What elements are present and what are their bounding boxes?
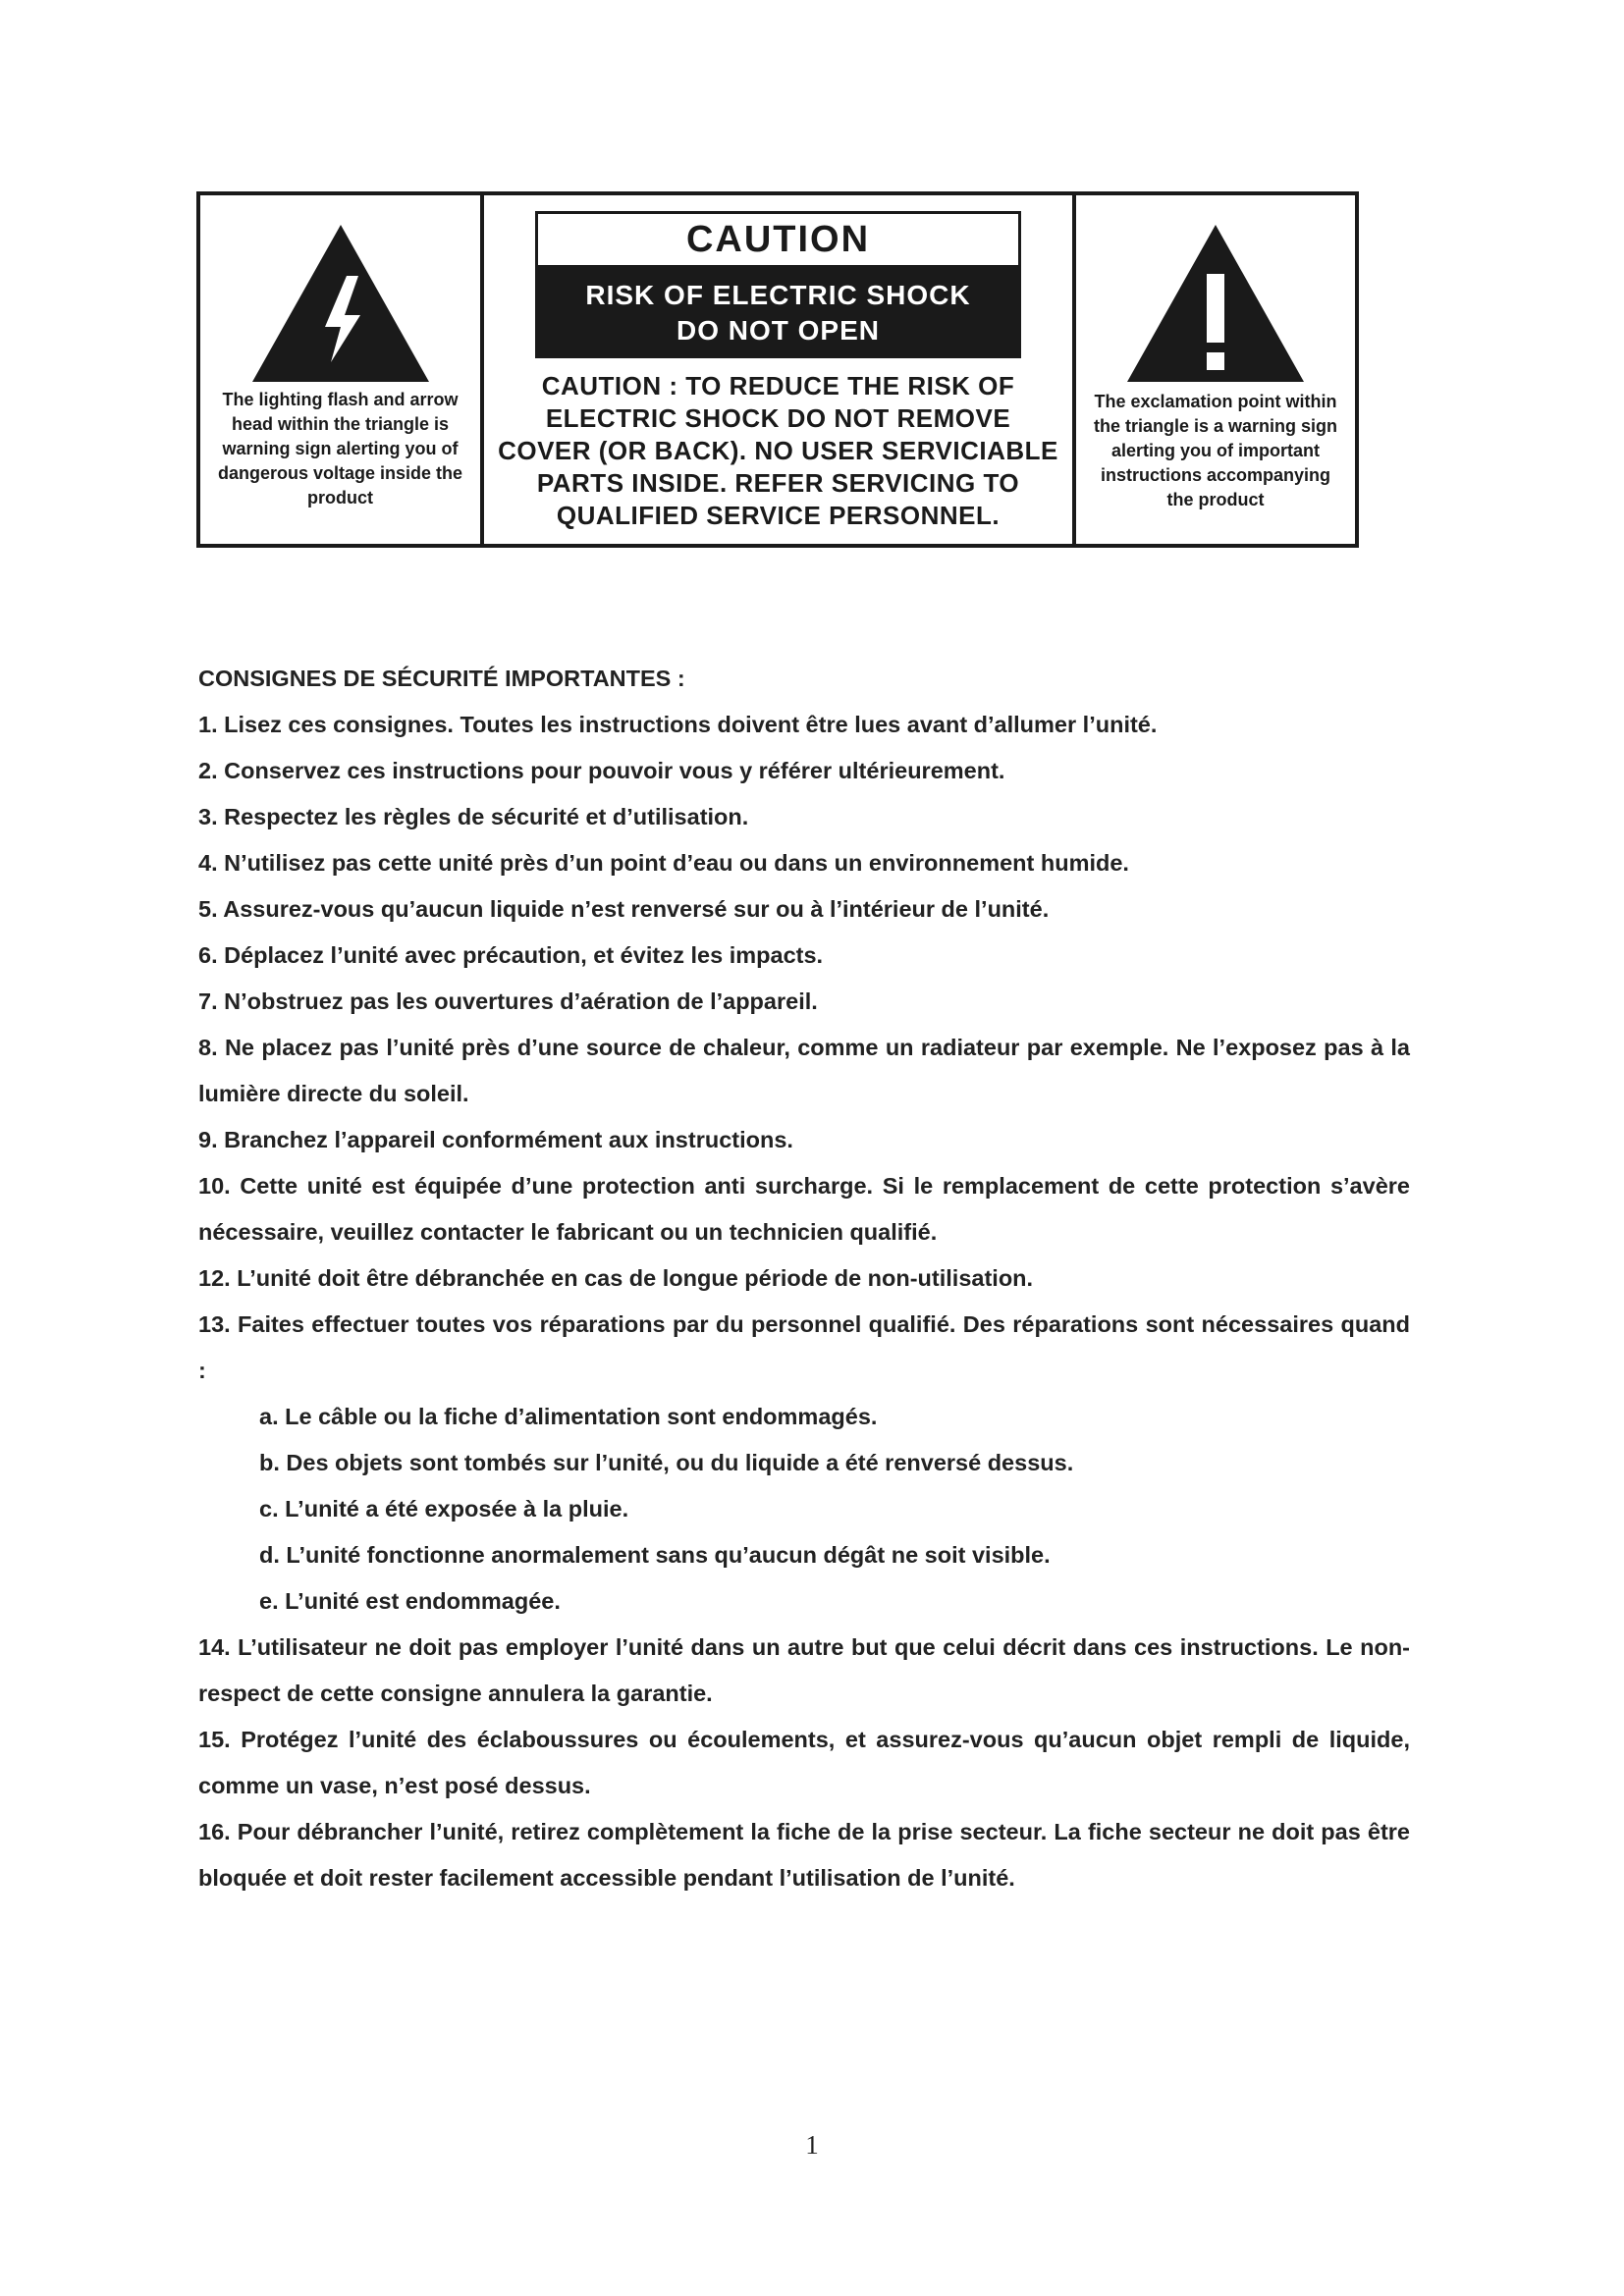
instruction-item: 6. Déplacez l’unité avec précaution, et évitez les impacts. bbox=[198, 942, 824, 968]
risk-of-shock-banner bbox=[535, 268, 1021, 358]
instruction-item: 9. Branchez l’appareil conformément aux instructions. bbox=[198, 1127, 793, 1152]
instruction-sub-item: a. Le câble ou la fiche d’alimentation sont endommagés. bbox=[259, 1404, 878, 1429]
caution-body-line: QUALIFIED SERVICE PERSONNEL. bbox=[556, 501, 1001, 530]
instruction-item: 5. Assurez-vous qu’aucun liquide n’est renversé sur ou à l’intérieur de l’unité. bbox=[198, 896, 1050, 922]
instruction-item: 14. L’utilisateur ne doit pas employer l’unité dans un autre but que celui décrit dans ces instructions. Le non-respect de cette consigne annulera la garantie. bbox=[198, 1634, 1410, 1706]
instruction-item: 15. Protégez l’unité des éclaboussures ou écoulements, et assurez-vous qu’aucun objet rempli de liquide, comme un vase, n’est posé dessus. bbox=[198, 1727, 1410, 1798]
instruction-item: 2. Conservez ces instructions pour pouvoir vous y référer ultérieurement. bbox=[198, 758, 1005, 783]
caution-label bbox=[196, 191, 1359, 548]
instruction-item: 10. Cette unité est équipée d’une protection anti surcharge. Si le remplacement de cette protection s’avère nécessaire, veuillez contacter le fabricant ou un technicien qualifié. bbox=[198, 1173, 1410, 1245]
caution-body-text bbox=[484, 370, 1072, 532]
lightning-warning-text: The lighting flash and arrow head within the triangle is warning sign alerting you of dangerous voltage inside the product bbox=[217, 390, 463, 507]
lightning-warning-panel bbox=[200, 195, 484, 544]
instruction-item: 1. Lisez ces consignes. Toutes les instructions doivent être lues avant d’allumer l’unité. bbox=[198, 712, 1158, 737]
safety-instructions bbox=[198, 656, 1410, 1901]
caution-body-line: CAUTION : TO REDUCE THE RISK OF bbox=[541, 371, 1015, 400]
page-number: 1 bbox=[805, 2130, 819, 2160]
risk-line-1: RISK OF ELECTRIC SHOCK bbox=[585, 280, 971, 310]
instruction-item: 8. Ne placez pas l’unité près d’une source de chaleur, comme un radiateur par exemple. Ne l’exposez pas à la lumière directe du soleil. bbox=[198, 1035, 1410, 1106]
instruction-sub-item: d. L’unité fonctionne anormalement sans qu’aucun dégât ne soit visible. bbox=[259, 1542, 1051, 1568]
instructions-heading: CONSIGNES DE SÉCURITÉ IMPORTANTES : bbox=[198, 666, 685, 691]
instruction-sub-item: b. Des objets sont tombés sur l’unité, ou du liquide a été renversé dessus. bbox=[259, 1450, 1074, 1475]
caution-body-line: PARTS INSIDE. REFER SERVICING TO bbox=[536, 468, 1020, 498]
instruction-item: 13. Faites effectuer toutes vos réparations par du personnel qualifié. Des réparations sont nécessaires quand : bbox=[198, 1311, 1410, 1383]
instruction-item: 16. Pour débrancher l’unité, retirez complètement la fiche de la prise secteur. La fiche secteur ne doit pas être bloquée et doit rester facilement accessible pendant l’utilisation de l’unité. bbox=[198, 1819, 1410, 1891]
instruction-item: 12. L’unité doit être débranchée en cas de longue période de non-utilisation. bbox=[198, 1265, 1034, 1291]
caution-body-line: COVER (OR BACK). NO USER SERVICIABLE bbox=[498, 436, 1058, 465]
instruction-item: 3. Respectez les règles de sécurité et d’utilisation. bbox=[198, 804, 749, 829]
risk-line-2: DO NOT OPEN bbox=[676, 315, 880, 346]
instruction-item: 4. N’utilisez pas cette unité près d’un point d’eau ou dans un environnement humide. bbox=[198, 850, 1129, 876]
caution-body-line: ELECTRIC SHOCK DO NOT REMOVE bbox=[545, 403, 1011, 433]
exclamation-warning-panel bbox=[1076, 195, 1355, 544]
instruction-item: 7. N’obstruez pas les ouvertures d’aération de l’appareil. bbox=[198, 988, 818, 1014]
exclamation-warning-text: The exclamation point within the triangle is a warning sign alerting you of important instructions accompanying the product bbox=[1093, 392, 1338, 509]
caution-title: CAUTION bbox=[535, 211, 1021, 268]
instruction-sub-item: e. L’unité est endommagée. bbox=[259, 1588, 561, 1614]
lightning-triangle-icon bbox=[252, 225, 429, 382]
exclamation-triangle-icon bbox=[1127, 225, 1304, 382]
caution-center-panel bbox=[484, 195, 1076, 544]
instruction-sub-item: c. L’unité a été exposée à la pluie. bbox=[259, 1496, 629, 1522]
